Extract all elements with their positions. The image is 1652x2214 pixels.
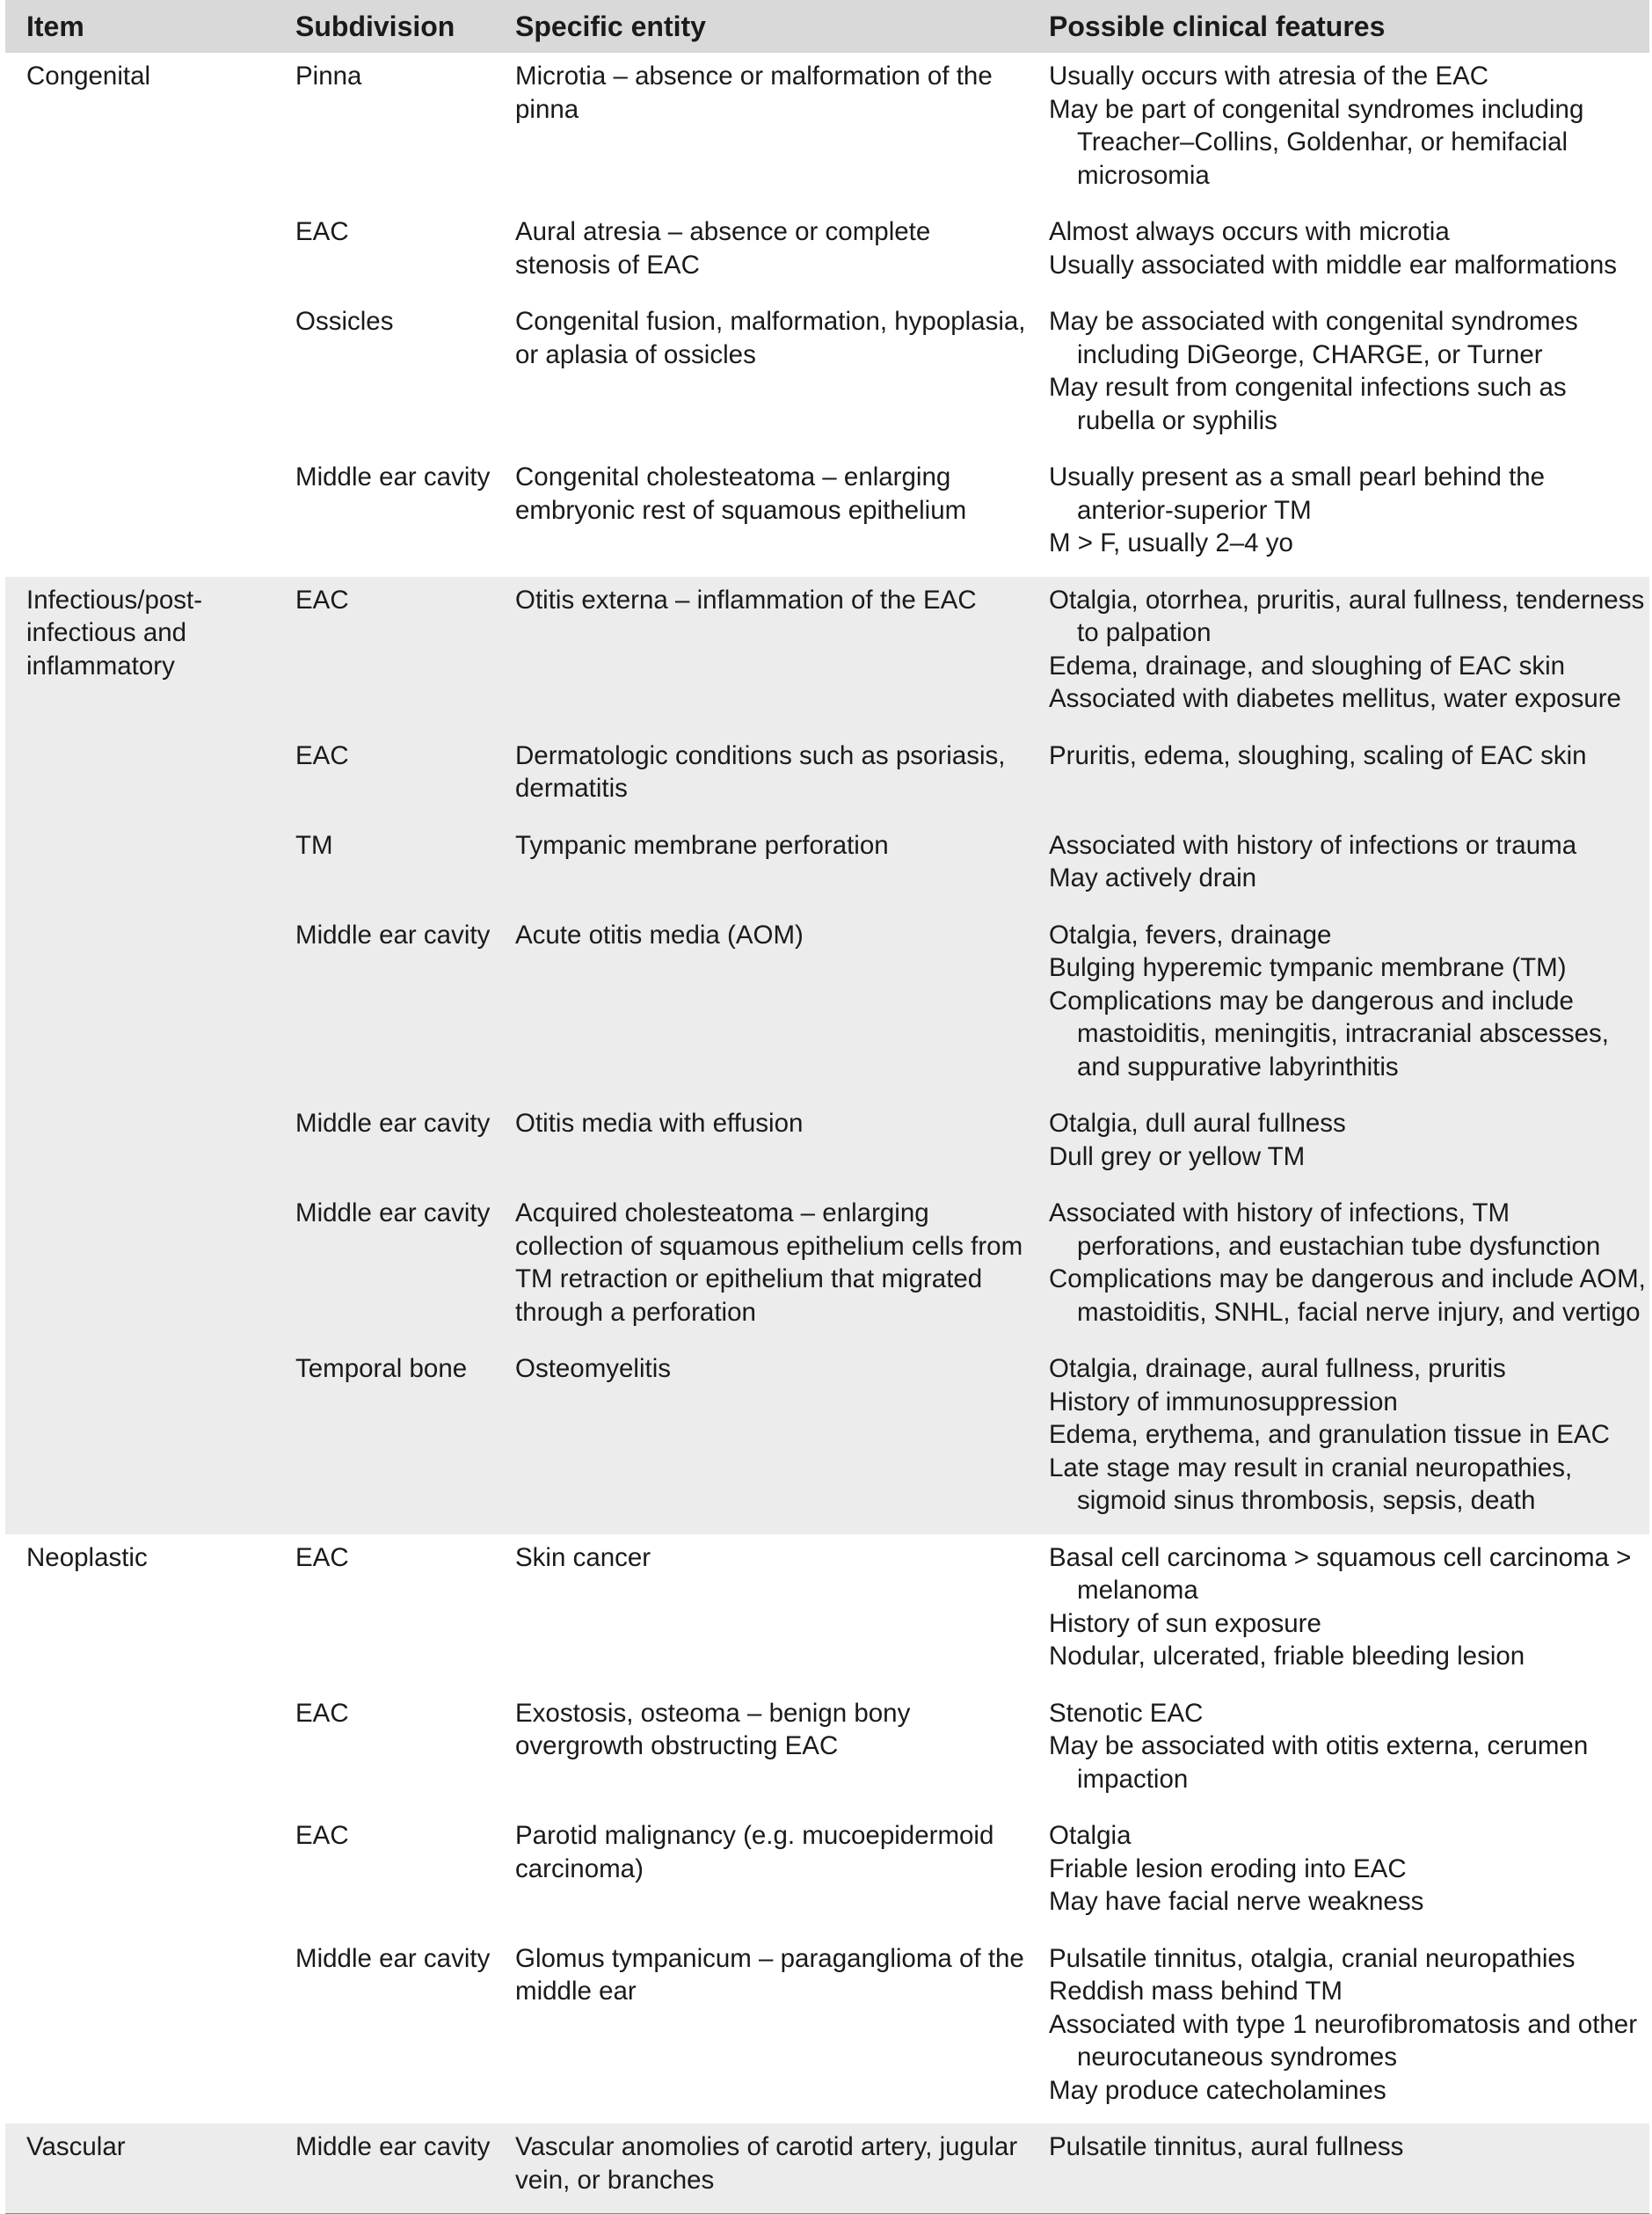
feature-line: Otalgia xyxy=(1049,1821,1132,1850)
header-item: Item xyxy=(26,10,84,42)
entity-cell: Tympanic membrane perforation xyxy=(515,830,889,860)
entity-cell: Parotid malignancy (e.g. mucoepidermoid carcinoma) xyxy=(515,1821,994,1883)
entity-cell: Dermatologic conditions such as psoriasis, dermatitis xyxy=(515,740,1006,803)
features-cell xyxy=(1031,912,1649,1101)
feature-line: Associated with type 1 neurofibromatosis and other neurocutaneous syndromes xyxy=(1049,2009,1638,2072)
feature-line: Associated with diabetes mellitus, water exposure xyxy=(1049,684,1621,713)
entity-cell: Skin cancer xyxy=(515,1542,651,1572)
subdivision-cell: Pinna xyxy=(295,62,362,91)
feature-line: Edema, drainage, and sloughing of EAC skin xyxy=(1049,651,1566,681)
feature-line: History of immunosuppression xyxy=(1049,1387,1398,1417)
table-row xyxy=(278,1812,1649,1935)
feature-line: May have facial nerve weakness xyxy=(1049,1887,1424,1916)
features-cell xyxy=(1031,208,1649,298)
feature-line: M > F, usually 2–4 yo xyxy=(1049,528,1293,557)
table-header xyxy=(5,0,1649,53)
subdivision-cell: TM xyxy=(295,830,333,860)
table-row xyxy=(278,1534,1649,1690)
subdivision-cell: Middle ear cavity xyxy=(295,920,491,950)
subdivision-cell: EAC xyxy=(295,585,349,615)
subdivision-cell: Middle ear cavity xyxy=(295,1109,491,1138)
item-cell: Neoplastic xyxy=(26,1542,148,1572)
feature-line: Associated with history of infections or trauma xyxy=(1049,830,1577,860)
feature-line: Nodular, ulcerated, friable bleeding lesion xyxy=(1049,1642,1525,1671)
feature-line: Reddish mass behind TM xyxy=(1049,1977,1343,2006)
feature-line: Late stage may result in cranial neuropathies, sigmoid sinus thrombosis, sepsis, death xyxy=(1049,1453,1573,1515)
feature-line: Complications may be dangerous and include AOM, mastoiditis, SNHL, facial nerve injury, and vertigo xyxy=(1049,1264,1646,1327)
table-row xyxy=(278,822,1649,912)
feature-line: Otalgia, otorrhea, pruritis, aural fullness, tenderness to palpation xyxy=(1049,585,1645,647)
item-cell: Vascular xyxy=(26,2132,126,2161)
subdivision-cell: Middle ear cavity xyxy=(295,1198,491,1227)
features-cell xyxy=(1031,1190,1649,1345)
group-rows xyxy=(278,2123,1649,2213)
features-cell xyxy=(1031,1812,1649,1935)
feature-line: Pulsatile tinnitus, otalgia, cranial neuropathies xyxy=(1049,1943,1576,1973)
features-cell xyxy=(1031,454,1649,577)
features-cell xyxy=(1031,1690,1649,1813)
features-cell xyxy=(1031,822,1649,912)
features-cell xyxy=(1031,2123,1649,2213)
entity-cell: Acquired cholesteatoma – enlarging collection of squamous epithelium cells from TM retraction or epithelium that migrated through a perforation xyxy=(515,1198,1023,1327)
feature-line: Friable lesion eroding into EAC xyxy=(1049,1853,1407,1883)
entity-cell: Osteomyelitis xyxy=(515,1354,672,1383)
header-features: Possible clinical features xyxy=(1049,10,1386,42)
subdivision-cell: Ossicles xyxy=(295,307,394,336)
features-cell xyxy=(1031,732,1649,822)
table-row xyxy=(278,454,1649,577)
table-row xyxy=(278,1935,1649,2124)
table-row xyxy=(278,1100,1649,1190)
entity-cell: Congenital cholesteatoma – enlarging embryonic rest of squamous epithelium xyxy=(515,462,967,525)
feature-line: May be part of congenital syndromes including Treacher–Collins, Goldenhar, or hemifacial microsomia xyxy=(1049,94,1584,190)
table-row xyxy=(278,298,1649,454)
group-rows xyxy=(278,53,1649,577)
table-row xyxy=(278,208,1649,298)
feature-line: Almost always occurs with microtia xyxy=(1049,217,1450,246)
table-row xyxy=(278,2123,1649,2213)
subdivision-cell: EAC xyxy=(295,740,349,770)
subdivision-cell: Temporal bone xyxy=(295,1354,468,1383)
table-row xyxy=(278,732,1649,822)
feature-line: Basal cell carcinoma > squamous cell carcinoma > melanoma xyxy=(1049,1542,1632,1605)
features-cell xyxy=(1031,1935,1649,2124)
header-subdivision: Subdivision xyxy=(295,10,455,42)
feature-line: Pulsatile tinnitus, aural fullness xyxy=(1049,2132,1404,2161)
entity-cell: Otitis externa – inflammation of the EAC xyxy=(515,585,977,615)
table-group xyxy=(5,1534,1649,2124)
group-rows xyxy=(278,577,1649,1534)
table-row xyxy=(278,577,1649,732)
subdivision-cell: EAC xyxy=(295,1542,349,1572)
table-row xyxy=(278,53,1649,208)
feature-line: May be associated with congenital syndromes including DiGeorge, CHARGE, or Turner xyxy=(1049,307,1578,369)
subdivision-cell: EAC xyxy=(295,1698,349,1728)
table-row xyxy=(278,1345,1649,1534)
features-cell xyxy=(1031,53,1649,208)
feature-line: Usually present as a small pearl behind the anterior-superior TM xyxy=(1049,462,1546,525)
group-rows xyxy=(278,1534,1649,2124)
feature-line: Edema, erythema, and granulation tissue in EAC xyxy=(1049,1420,1610,1449)
item-cell: Congenital xyxy=(26,62,151,91)
features-cell xyxy=(1031,1534,1649,1690)
feature-line: May result from congenital infections such as rubella or syphilis xyxy=(1049,373,1567,435)
entity-cell: Glomus tympanicum – paraganglioma of the middle ear xyxy=(515,1943,1024,2006)
subdivision-cell: Middle ear cavity xyxy=(295,1943,491,1973)
feature-line: May be associated with otitis externa, cerumen impaction xyxy=(1049,1731,1589,1794)
entity-cell: Microtia – absence or malformation of the pinna xyxy=(515,62,993,124)
table-group xyxy=(5,2123,1649,2214)
entity-cell: Otitis media with effusion xyxy=(515,1109,804,1138)
features-cell xyxy=(1031,1100,1649,1190)
feature-line: Usually occurs with atresia of the EAC xyxy=(1049,62,1489,91)
features-cell xyxy=(1031,298,1649,454)
feature-line: Otalgia, drainage, aural fullness, pruritis xyxy=(1049,1354,1506,1383)
feature-line: Complications may be dangerous and include mastoiditis, meningitis, intracranial abscesses, and suppurative labyrinthitis xyxy=(1049,986,1609,1082)
table-group xyxy=(5,53,1649,577)
feature-line: Usually associated with middle ear malformations xyxy=(1049,250,1617,280)
feature-line: Dull grey or yellow TM xyxy=(1049,1141,1306,1171)
feature-line: Stenotic EAC xyxy=(1049,1698,1204,1728)
feature-line: Associated with history of infections, TM perforations, and eustachian tube dysfunction xyxy=(1049,1198,1601,1261)
feature-line: Bulging hyperemic tympanic membrane (TM) xyxy=(1049,953,1567,982)
entity-cell: Aural atresia – absence or complete stenosis of EAC xyxy=(515,217,931,280)
feature-line: May produce catecholamines xyxy=(1049,2075,1386,2105)
entity-cell: Congenital fusion, malformation, hypoplasia, or aplasia of ossicles xyxy=(515,307,1026,369)
table-row xyxy=(278,1190,1649,1345)
feature-line: Otalgia, fevers, drainage xyxy=(1049,920,1332,950)
features-cell xyxy=(1031,1345,1649,1534)
feature-line: Otalgia, dull aural fullness xyxy=(1049,1109,1346,1138)
subdivision-cell: EAC xyxy=(295,1821,349,1850)
item-cell: Infectious/post-infectious and inflammatory xyxy=(26,585,203,681)
feature-line: May actively drain xyxy=(1049,863,1257,892)
table-body xyxy=(5,53,1649,2214)
subdivision-cell: EAC xyxy=(295,217,349,246)
table-group xyxy=(5,577,1649,1534)
entity-cell: Acute otitis media (AOM) xyxy=(515,920,804,950)
feature-line: History of sun exposure xyxy=(1049,1608,1321,1638)
features-cell xyxy=(1031,577,1649,732)
subdivision-cell: Middle ear cavity xyxy=(295,462,491,492)
table-row xyxy=(278,912,1649,1101)
differential-table xyxy=(5,0,1649,2214)
header-entity: Specific entity xyxy=(515,10,706,42)
entity-cell: Vascular anomolies of carotid artery, jugular vein, or branches xyxy=(515,2132,1018,2195)
subdivision-cell: Middle ear cavity xyxy=(295,2132,491,2161)
table-row xyxy=(278,1690,1649,1813)
feature-line: Pruritis, edema, sloughing, scaling of EAC skin xyxy=(1049,740,1587,770)
entity-cell: Exostosis, osteoma – benign bony overgrowth obstructing EAC xyxy=(515,1698,911,1760)
